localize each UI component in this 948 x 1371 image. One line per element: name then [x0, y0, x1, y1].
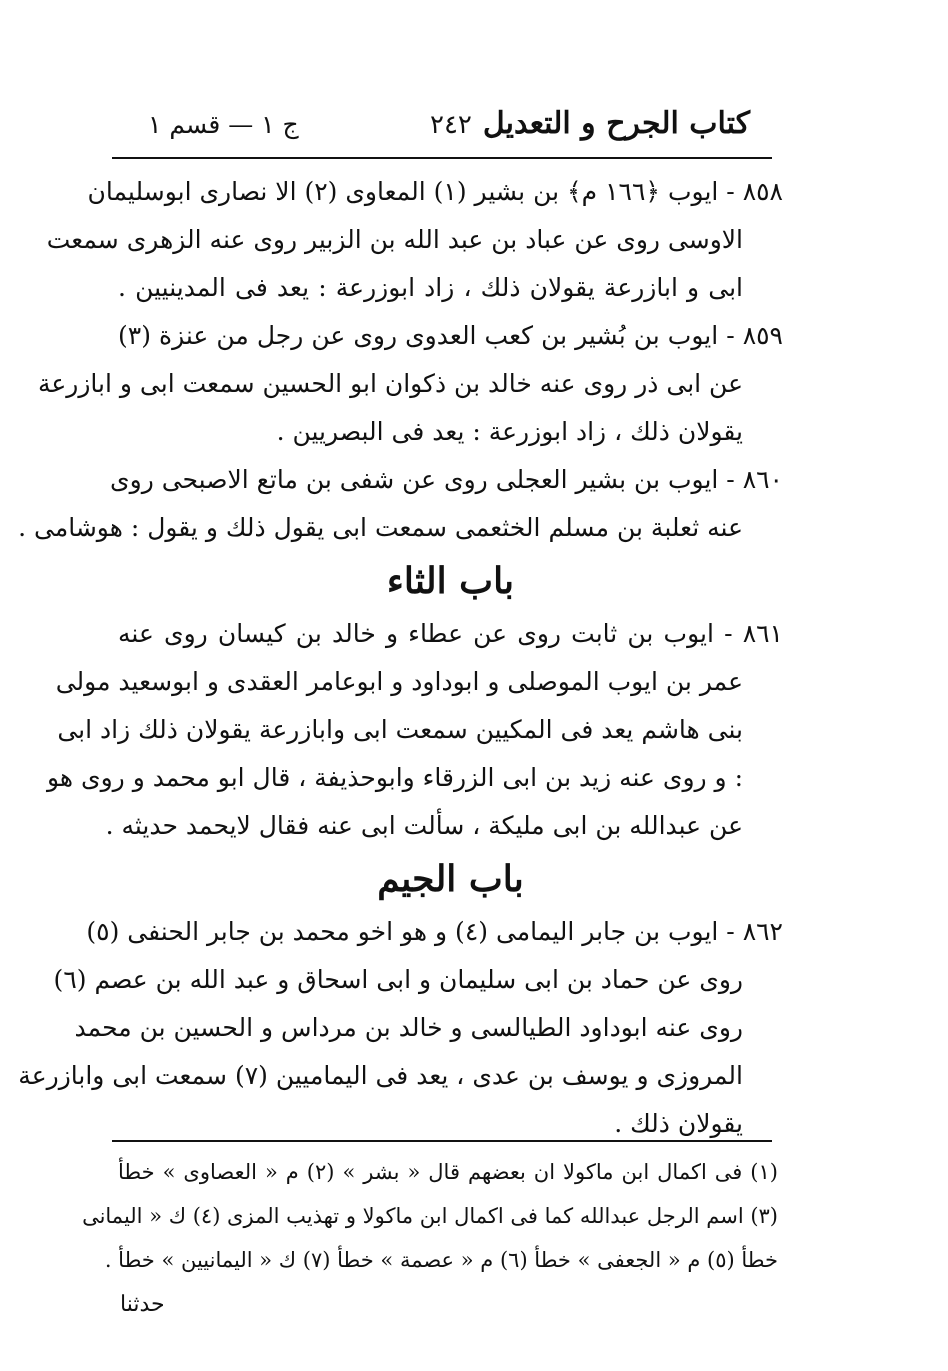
footnotes [82, 1150, 778, 1282]
text-line: روى عن حماد بن ابى سليمان و ابى اسحاق و عبد الله بن عصم (٦) [53, 965, 743, 994]
page-number: ٢٤٢ [430, 110, 472, 140]
entry-861 [47, 610, 783, 850]
section-heading-ta: باب الثاء [386, 560, 515, 602]
header-rule [112, 157, 772, 159]
text-line: ٨٥٨ - ايوب ﴿١٦٦ م﴾ بن بشير (١) المعاوى (٢) الا نصارى ابوسليمان [87, 177, 783, 206]
entry-858 [46, 168, 783, 312]
volume-label: ج ١ — قسم ١ [148, 110, 299, 139]
text-line: ٨٦٠ - ايوب بن بشير العجلى روى عن شفى بن ماتع الاصبحى روى [110, 465, 783, 494]
text-line: روى عنه ابوداود الطيالسى و خالد بن مرداس و الحسين بن محمد [74, 1013, 743, 1042]
text-line: يقولان ذلك . [614, 1109, 743, 1138]
entry-862 [18, 908, 783, 1148]
entry-860 [18, 456, 783, 552]
text-line: ابى و ابازرعة يقولان ذلك ، زاد ابوزرعة : يعد فى المدينيين . [118, 273, 743, 302]
text-line: ٨٥٩ - ايوب بن بُشير بن كعب العدوى روى عن رجل من عنزة (٣) [118, 321, 783, 350]
text-line: ٨٦٢ - ايوب بن جابر اليمامى (٤) و هو اخو محمد بن جابر الحنفى (٥) [86, 917, 783, 946]
footnote-line: خطأ (٥) م « الجعفى » خطأ (٦) م « عصمة » خطأ (٧) ك « اليمانيين » خطأ . [104, 1248, 778, 1272]
footnote-line: (١) فى اكمال ابن ماكولا ان بعضهم قال « بشر » (٢) م « العصاوى » خطأ [118, 1160, 778, 1184]
footnote-rule [112, 1140, 772, 1142]
entry-859 [37, 312, 783, 456]
text-line: عمر بن ايوب الموصلى و ابوداود و ابوعامر العقدى و ابوسعيد مولى [55, 667, 743, 696]
text-line: عن عبدالله بن ابى مليكة ، سألت ابى عنه فقال لايحمد حديثه . [105, 811, 743, 840]
main-text [18, 168, 783, 1148]
text-line: عن ابى ذر روى عنه خالد بن ذكوان ابو الحسين سمعت ابى و ابازرعة [37, 369, 743, 398]
text-line: المروزى و يوسف بن عدى ، يعد فى اليماميين (٧) سمعت ابى وابازرعة [18, 1061, 743, 1090]
text-line: : و روى عنه زيد بن ابى الزرقاء وابوحذيفة ، قال ابو محمد و روى هو [47, 763, 743, 792]
footnote-line: (٣) اسم الرجل عبدالله كما فى اكمال ابن ماكولا و تهذيب المزى (٤) ك « اليمانى [82, 1204, 778, 1228]
text-line: يقولان ذلك ، زاد ابوزرعة : يعد فى البصريين . [276, 417, 743, 446]
catchword: حدثنا [120, 1292, 165, 1317]
page-header [112, 100, 772, 150]
text-line: عنه ثعلبة بن مسلم الخثعمى سمعت ابى يقول ذلك و يقول : هوشامى . [18, 513, 743, 542]
section-heading-jim: باب الجيم [377, 858, 524, 900]
text-line: الاوسى روى عن عباد بن عبد الله بن الزبير روى عنه الزهرى سمعت [46, 225, 743, 254]
text-line: بنى هاشم يعد فى المكيين سمعت ابى وابازرعة يقولان ذلك زاد ابى [57, 715, 743, 744]
text-line: ٨٦١ - ايوب بن ثابت روى عن عطاء و خالد بن كيسان روى عنه [118, 619, 783, 648]
book-title: كتاب الجرح و التعديل [482, 106, 750, 141]
